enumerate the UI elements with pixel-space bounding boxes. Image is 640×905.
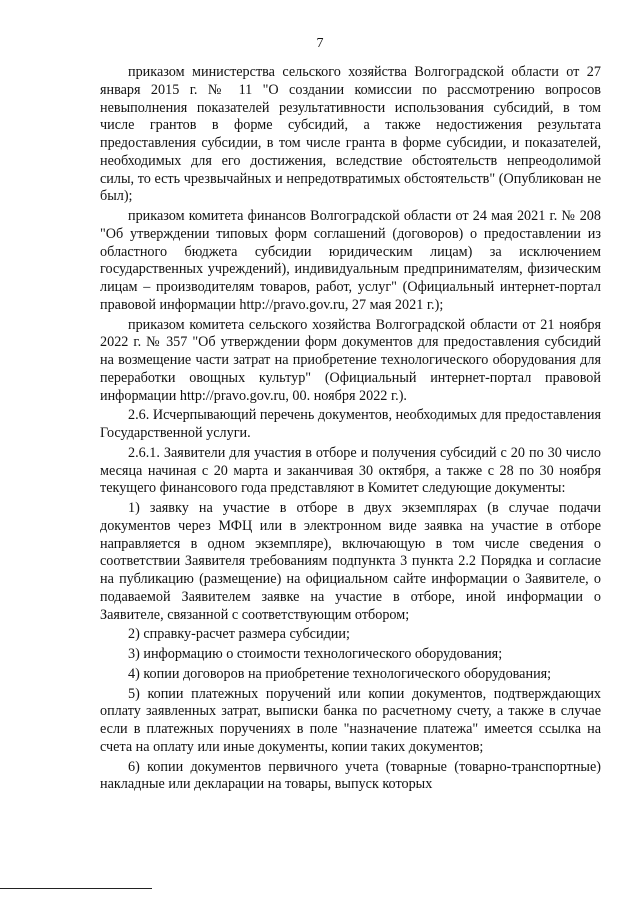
list-item-4: 4) копии договоров на приобретение технологического оборудования; (128, 665, 552, 682)
paragraph-section-2-6: 2.6. Исчерпывающий перечень документов, необходимых для предоставления Государственной услуги. (100, 407, 601, 441)
footnote-divider (0, 888, 152, 889)
paragraph-order-finance-2021: приказом комитета финансов Волгоградской области от 24 мая 2021 г. № 208 "Об утверждении типовых форм соглашений (договоров) о предоставлении из областного бюджета субсидии юридическим лицам) за исключением государственных учреждений), индивидуальным предпринимателям, физическим лицам – производителям товаров, работ, услуг" (Официальный интернет-портал правовой информации http://pravo.gov.ru, 27 мая 2021 г.); (100, 208, 601, 313)
paragraph-section-2-6-1: 2.6.1. Заявители для участия в отборе и получения субсидий с 20 по 30 число месяца начиная с 20 марта и заканчивая 30 октября, а также с 28 по 30 ноября текущего финансового года представляют в Комитет следующие документы: (100, 444, 601, 497)
page-number: 7 (316, 36, 324, 51)
list-item-6: 6) копии документов первичного учета (товарные (товарно-транспортные) накладные или декларации на товары, выпуск которых (100, 758, 601, 793)
list-item-1: 1) заявку на участие в отборе в двух экземплярах (в случае подачи документов через МФЦ или в электронном виде заявка на участие в отборе направляется в одном экземпляре), включающую в том числе сведения о соответствии Заявителя требованиям подпункта 3 пункта 2.2 Порядка и согласие на публикацию (размещение) на официальном сайте информации о Заявителе, о подаваемой Заявителем заявке на участие в отборе, иной информации о Заявителе, связанной с соответствующим отбором; (100, 500, 601, 623)
list-item-3: 3) информацию о стоимости технологического оборудования; (128, 646, 503, 662)
document-body (100, 64, 601, 796)
paragraph-order-agriculture-2022: приказом комитета сельского хозяйства Волгоградской области от 21 ноября 2022 г. № 357 "Об утверждении форм документов для предоставления субсидий на возмещение части затрат на приобретение технологического оборудования для переработки овощных культур" (Официальный интернет-портал правовой информации http://pravo.gov.ru, 00. ноября 2022 г.). (100, 316, 601, 404)
paragraph-order-ministry-2015: приказом министерства сельского хозяйства Волгоградской области от 27 января 2015 г. № 11 "О создании комиссии по рассмотрению вопросов невыполнения показателей результативности использования субсидий, в том числе грантов в форме субсидий, а также недостижения результата предоставления субсидии, в том числе гранта в форме субсидии, и показателей, необходимых для его достижения, вследствие обстоятельств непреодолимой силы, то есть чрезвычайных и непредотвратимых обстоятельств" (Опубликован не был); (100, 64, 601, 205)
list-item-2: 2) справку-расчет размера субсидии; (128, 626, 350, 643)
list-item-5: 5) копии платежных поручений или копии документов, подтверждающих оплату заявленных затрат, выписки банка по расчетному счету, а также в случае если в платежных поручениях в поле "назначение платежа" имеется ссылка на счета на оплату или иные документы, копии таких документов; (100, 685, 601, 755)
